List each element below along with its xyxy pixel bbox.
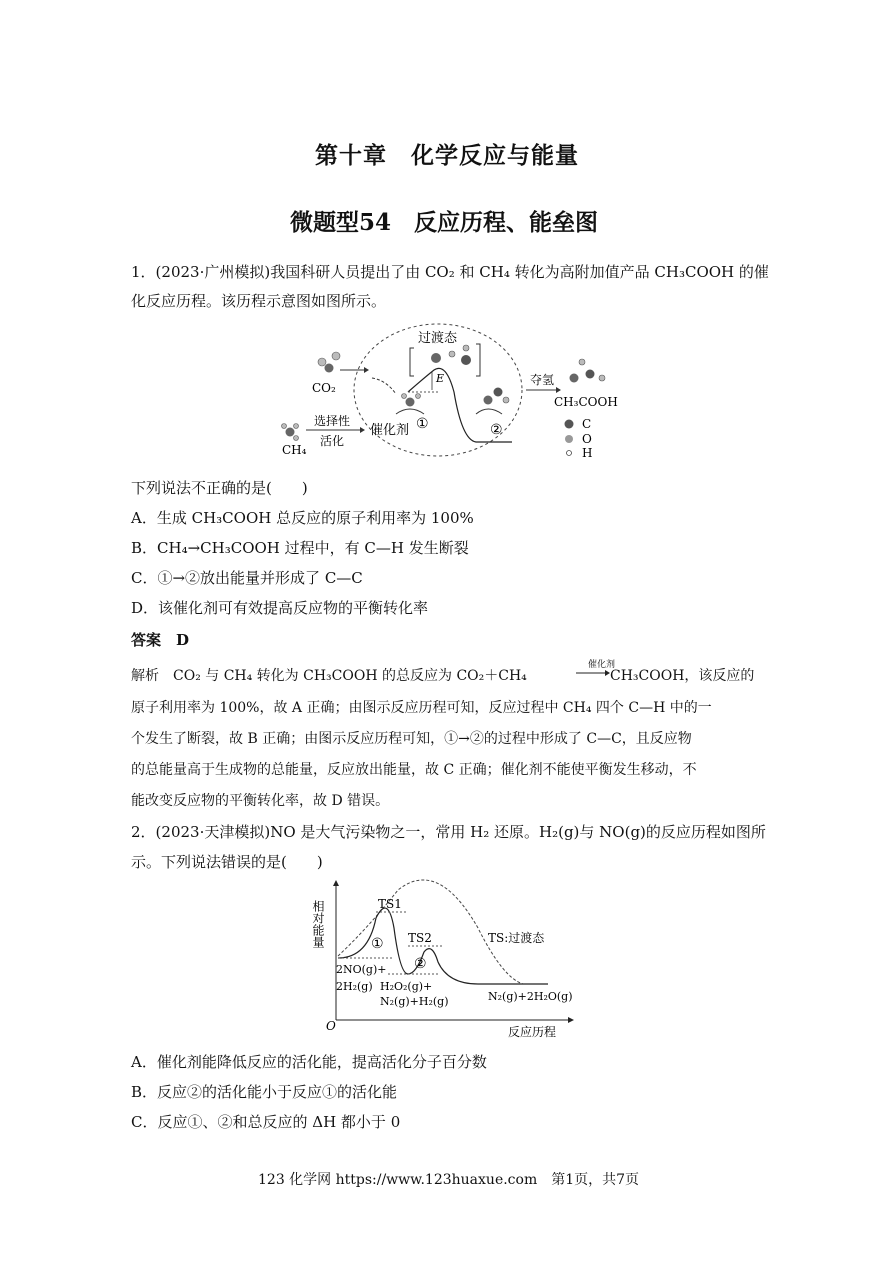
dehydro-label: 夺氢	[530, 373, 555, 387]
q1-option-b: B．CH₄→CH₃COOH 过程中，有 C—H 发生断裂	[131, 539, 469, 557]
activate-label-1: 选择性	[314, 414, 351, 428]
q1-explanation-arrow	[576, 668, 610, 678]
ts2-label: TS2	[408, 931, 432, 945]
ch4-arrowhead	[360, 427, 365, 433]
y-axis-arrow	[333, 880, 339, 886]
q1-option-d: D．该催化剂可有效提高反应物的平衡转化率	[131, 599, 429, 617]
product-atom	[579, 359, 585, 365]
section-title: 微题型54 反应历程、能垒图	[290, 209, 599, 236]
transition-bracket-left	[410, 348, 414, 376]
product-label: N₂(g)+2H₂O(g)	[488, 990, 573, 1003]
co2-dashed-arrow	[372, 378, 396, 394]
dehydro-arrowhead	[556, 387, 561, 393]
catalyst-atom	[406, 398, 415, 407]
step2-atom	[503, 397, 509, 403]
step2-atom	[484, 396, 493, 405]
page-footer: 123 化学网 https://www.123huaxue.com 第1页，共7页	[258, 1172, 640, 1188]
intermediate-label-1: H₂O₂(g)+	[380, 980, 433, 993]
intermediate-label-2: N₂(g)+H₂(g)	[380, 995, 449, 1008]
product-atom	[599, 375, 605, 381]
q1-explanation-line5: 能改变反应物的平衡转化率，故 D 错误。	[131, 793, 390, 809]
ch4-atom	[294, 424, 299, 429]
catalyst-surface-2	[476, 409, 502, 414]
reactant-label-2: 2H₂(g)	[336, 980, 373, 993]
q1-explanation-line1a: 解析 CO₂ 与 CH₄ 转化为 CH₃COOH 的总反应为 CO₂＋CH₄	[131, 668, 527, 684]
catalyst-atom	[402, 394, 407, 399]
ch4-label: CH₄	[282, 443, 307, 457]
q1-option-c: C．①→②放出能量并形成了 C—C	[131, 569, 363, 587]
q2-option-c: C．反应①、②和总反应的 ΔH 都小于 0	[131, 1113, 401, 1131]
y-axis-label: 相对能量	[311, 900, 325, 948]
ch4-atom	[282, 424, 287, 429]
x-axis-arrow	[568, 1017, 574, 1023]
q1-answer: 答案 D	[131, 631, 190, 649]
q1-explanation-line2: 原子利用率为 100%，故 A 正确；由图示反应历程可知，反应过程中 CH₄ 四个 C—H 中的一	[131, 700, 712, 716]
transition-bracket-right	[476, 344, 480, 376]
q1-explanation-catalyst: 催化剂	[588, 660, 616, 670]
co2-atom	[318, 358, 326, 366]
co2-atom	[332, 352, 340, 360]
q1-explanation-line1b: CH₃COOH，该反应的	[610, 668, 755, 684]
reactant-label-1: 2NO(g)+	[336, 963, 387, 976]
catalyst-surface	[396, 409, 424, 414]
origin-label: O	[326, 1019, 336, 1033]
ts-atom	[449, 351, 455, 357]
step2-label: ②	[490, 422, 503, 438]
q2-stem-line2: 示。下列说法错误的是( )	[131, 853, 323, 871]
product-label: CH₃COOH	[554, 395, 618, 409]
ch4-atom	[294, 436, 299, 441]
ts-atom	[431, 353, 441, 363]
q1-mechanism-figure	[276, 322, 621, 462]
q1-explanation-line4: 的总能量高于生成物的总能量，反应放出能量，故 C 正确；催化剂不能使平衡发生移动，不	[131, 762, 697, 778]
e-label: E	[436, 372, 445, 385]
step1-label: ①	[371, 936, 384, 952]
legend-c-label: C	[582, 417, 592, 431]
product-atom	[570, 374, 579, 383]
catalyst-atom	[416, 394, 421, 399]
step2-label: ②	[414, 956, 427, 972]
legend-c-swatch	[565, 420, 574, 429]
q2-option-a: A．催化剂能降低反应的活化能，提高活化分子百分数	[131, 1053, 487, 1071]
legend-h-swatch	[567, 451, 572, 456]
ts1-label: TS1	[378, 897, 402, 911]
step2-atom	[494, 388, 503, 397]
catalyst-label: 催化剂	[370, 423, 410, 438]
q2-stem-line1: 2．(2023·天津模拟)NO 是大气污染物之一，常用 H₂ 还原。H₂(g)与 NO(g)的反应历程如图所	[131, 823, 766, 841]
q2-energy-diagram	[308, 878, 578, 1043]
q1-stem-line1: 1．(2023·广州模拟)我国科研人员提出了由 CO₂ 和 CH₄ 转化为高附加值产品 CH₃COOH 的催	[131, 263, 769, 281]
step1-label: ①	[416, 416, 429, 432]
activate-label-2: 活化	[320, 434, 345, 448]
q1-stem-line2: 化反应历程。该历程示意图如图所示。	[131, 292, 387, 310]
chapter-title: 第十章 化学反应与能量	[315, 142, 579, 169]
transition-label: 过渡态	[418, 331, 458, 346]
co2-atom	[325, 364, 334, 373]
co2-arrowhead	[364, 367, 369, 373]
legend-o-label: O	[582, 432, 592, 446]
ts-note: TS:过渡态	[488, 931, 545, 945]
ch4-atom	[286, 428, 295, 437]
q1-explanation-line3: 个发生了断裂，故 B 正确；由图示反应历程可知，①→②的过程中形成了 C—C，且反应物	[131, 731, 692, 747]
q1-option-a: A．生成 CH₃COOH 总反应的原子利用率为 100%	[131, 509, 474, 527]
ts-atom	[461, 355, 471, 365]
q1-ask: 下列说法不正确的是( )	[131, 479, 308, 497]
product-atom	[586, 370, 595, 379]
legend-h-label: H	[582, 446, 593, 460]
x-axis-label: 反应历程	[508, 1025, 557, 1039]
q2-option-b: B．反应②的活化能小于反应①的活化能	[131, 1083, 398, 1101]
co2-label: CO₂	[312, 381, 336, 395]
ts-atom	[463, 345, 469, 351]
legend-o-swatch	[565, 435, 573, 443]
